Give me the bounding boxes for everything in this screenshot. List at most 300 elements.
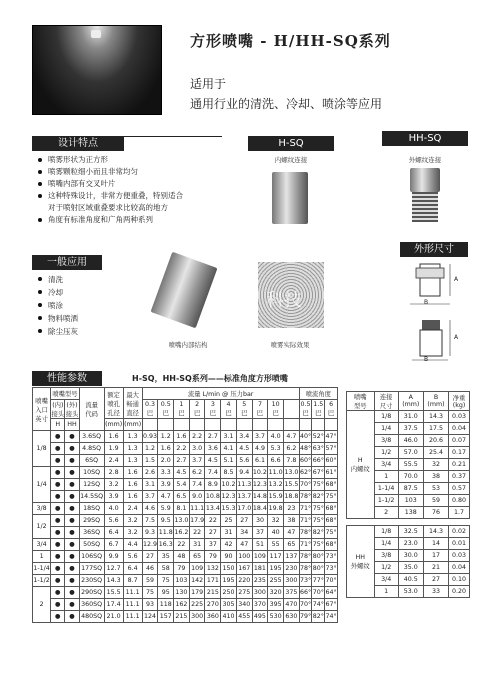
angle-value: 74° — [312, 599, 325, 611]
dim-cell: 35.0 — [398, 562, 423, 574]
pass-dia: 3.2 — [123, 515, 142, 527]
flow-value: 3.9 — [158, 479, 174, 491]
dim-cell: 20.6 — [423, 435, 448, 447]
flow-value: 167 — [236, 563, 252, 575]
flow-value: 13.0 — [174, 515, 190, 527]
dim-cell: 0.80 — [449, 495, 470, 507]
flow-value: 10.2 — [252, 467, 268, 479]
hole-dia: 9.9 — [104, 551, 123, 563]
table-row — [33, 599, 338, 611]
feature-item: 喷嘴内部有交叉叶片 — [36, 178, 236, 190]
h-mark: ● — [51, 455, 65, 467]
flow-value: 12.9 — [142, 539, 158, 551]
pass-dia: 4.4 — [123, 539, 142, 551]
flow-value: 15.5 — [284, 479, 300, 491]
flow-value: 30 — [252, 515, 268, 527]
flow-value: 3.7 — [142, 491, 158, 503]
flow-value: 3.0 — [189, 443, 205, 455]
dim-cell: 87.5 — [398, 483, 423, 495]
hh-mark: ● — [65, 551, 79, 563]
angle-value: 68° — [325, 503, 338, 515]
pressure-header: 2 巴 — [189, 400, 205, 419]
flow-value: 75 — [142, 587, 158, 599]
h-mark: ● — [51, 503, 65, 515]
flow-value: 55 — [268, 539, 284, 551]
pass-dia: 1.3 — [123, 431, 142, 443]
angle-value: 79° — [299, 611, 312, 623]
table-cell — [268, 419, 284, 431]
angle-value: 67° — [325, 599, 338, 611]
col-H: H — [51, 419, 65, 431]
h-mark: ● — [51, 479, 65, 491]
flow-value: 37 — [205, 539, 221, 551]
hh-mark: ● — [65, 443, 79, 455]
col-angle: 喷流角度 — [299, 388, 337, 400]
flow-value: 27 — [205, 527, 221, 539]
table-row — [33, 575, 338, 587]
flow-code: 12SQ — [79, 479, 104, 491]
app-item: 物料喷洒 — [36, 312, 136, 325]
dim-cell: 0.20 — [449, 586, 470, 598]
angle-value: 62° — [299, 467, 312, 479]
flow-value: 11.1 — [189, 503, 205, 515]
angle-value: 70° — [325, 575, 338, 587]
dim-a2: A — [454, 334, 459, 341]
flow-value: 4.7 — [158, 491, 174, 503]
hh-mark: ● — [65, 503, 79, 515]
angle-value: 67° — [312, 467, 325, 479]
angle-value: 74° — [325, 611, 338, 623]
flow-value: 255 — [268, 575, 284, 587]
dim-cell: 0.04 — [449, 423, 470, 435]
dim-cell: 32 — [423, 459, 448, 471]
dim-cell: 0.37 — [449, 471, 470, 483]
flow-value: 3.3 — [158, 467, 174, 479]
flow-value: 150 — [221, 563, 237, 575]
dim-cell: 1-1/4 — [374, 483, 398, 495]
watermark: 科技 — [266, 290, 302, 311]
angle-pressure-header: 6 巴 — [325, 400, 338, 419]
flow-value: 15.9 — [268, 491, 284, 503]
flow-code: 106SQ — [79, 551, 104, 563]
flow-value: 42 — [221, 539, 237, 551]
pass-dia: 2.4 — [123, 503, 142, 515]
dim-cell: 32.5 — [398, 526, 423, 538]
flow-value: 4.5 — [205, 455, 221, 467]
dim-cell: 57.0 — [398, 447, 423, 459]
table-row — [33, 491, 338, 503]
flow-value: 65 — [284, 539, 300, 551]
flow-value: 215 — [205, 587, 221, 599]
hole-dia: 3.9 — [104, 491, 123, 503]
flow-value: 109 — [252, 551, 268, 563]
flow-value: 11.8 — [158, 527, 174, 539]
features-heading: 设计特点 — [32, 136, 124, 151]
table-cell — [299, 419, 312, 431]
flow-code: 18SQ — [79, 503, 104, 515]
dim-cell: 17 — [423, 550, 448, 562]
flow-value: 3.6 — [205, 443, 221, 455]
angle-value: 40° — [299, 431, 312, 443]
dim-cell: 14.3 — [423, 411, 448, 423]
flow-code: 50SQ — [79, 539, 104, 551]
flow-value: 455 — [236, 611, 252, 623]
col-pass: 最大 畅通 直径 — [123, 388, 142, 419]
table-row — [33, 443, 338, 455]
performance-table — [32, 387, 338, 623]
perf-heading: 性能参数 — [32, 371, 102, 386]
flow-code: 6SQ — [79, 455, 104, 467]
table-cell — [174, 419, 190, 431]
flow-value: 27 — [236, 515, 252, 527]
flow-value: 630 — [284, 611, 300, 623]
angle-value: 75° — [325, 491, 338, 503]
spray-photo — [32, 25, 162, 115]
flow-value: 6.6 — [268, 455, 284, 467]
dim-cell: 30.0 — [398, 550, 423, 562]
flow-value: 8.1 — [174, 503, 190, 515]
flow-value: 300 — [284, 575, 300, 587]
flow-value: 12.3 — [252, 479, 268, 491]
dim-cell: 23.0 — [398, 538, 423, 550]
flow-value: 4.0 — [268, 431, 284, 443]
flow-value: 13.4 — [205, 503, 221, 515]
flow-value: 3.7 — [252, 431, 268, 443]
table-cell — [221, 419, 237, 431]
flow-value: 9.4 — [236, 467, 252, 479]
app-item: 除尘压灰 — [36, 325, 136, 338]
flow-value: 11.3 — [236, 479, 252, 491]
pass-dia: 8.7 — [123, 575, 142, 587]
flow-code: 29SQ — [79, 515, 104, 527]
dim-cell: 33 — [423, 586, 448, 598]
h-mark: ● — [51, 467, 65, 479]
flow-code: 230SQ — [79, 575, 104, 587]
flow-value: 13.7 — [236, 491, 252, 503]
table-cell — [325, 419, 338, 431]
flow-value: 4.5 — [236, 443, 252, 455]
h-mark: ● — [51, 491, 65, 503]
angle-value: 75° — [312, 539, 325, 551]
hole-dia: 5.6 — [104, 515, 123, 527]
flow-value: 275 — [236, 587, 252, 599]
flow-value: 22 — [189, 527, 205, 539]
inlet-size: 1 — [33, 551, 51, 563]
dim-cell: 46.0 — [398, 435, 423, 447]
dim-header: 喷嘴 型号 — [347, 392, 375, 411]
hh-mark: ● — [65, 467, 79, 479]
dim-row — [347, 526, 470, 538]
pass-dia: 3.2 — [123, 527, 142, 539]
hh-mark: ● — [65, 599, 79, 611]
flow-value: 7.5 — [142, 515, 158, 527]
flow-value: 22 — [205, 515, 221, 527]
flow-value: 4.9 — [252, 443, 268, 455]
flow-value: 250 — [221, 587, 237, 599]
hh-mark: ● — [65, 479, 79, 491]
col-inlet: 喷嘴 入口 英寸 — [33, 388, 51, 431]
dims-heading: 外形尺寸 — [400, 242, 468, 257]
dim-cell: 40.5 — [398, 574, 423, 586]
pass-dia: 11.1 — [123, 587, 142, 599]
table-row — [33, 527, 338, 539]
table-header-row — [33, 419, 338, 431]
flow-value: 51 — [252, 539, 268, 551]
hhsq-caption: 外螺纹连接 — [408, 156, 442, 164]
flow-value: 47 — [284, 527, 300, 539]
angle-value: 73° — [299, 575, 312, 587]
unit: (mm) — [104, 419, 123, 431]
flow-value: 40 — [268, 527, 284, 539]
dim-cell: 0.21 — [449, 459, 470, 471]
angle-value: 82° — [312, 491, 325, 503]
angle-value: 52° — [312, 431, 325, 443]
angle-value: 78° — [299, 551, 312, 563]
h-mark: ● — [51, 527, 65, 539]
app-item: 清洗 — [36, 273, 136, 286]
dim-spacer — [347, 519, 470, 526]
hole-dia: 6.4 — [104, 527, 123, 539]
flow-value: 31 — [221, 527, 237, 539]
table-cell — [312, 419, 325, 431]
flow-code: 4.8SQ — [79, 443, 104, 455]
flow-value: 157 — [158, 611, 174, 623]
dim-cell: 3/4 — [374, 459, 398, 471]
hole-dia: 2.4 — [104, 455, 123, 467]
feature-item: 喷雾颗粒细小而且非常均匀 — [36, 166, 236, 178]
table-row — [33, 503, 338, 515]
angle-value: 70° — [299, 599, 312, 611]
flow-value: 3.1 — [142, 479, 158, 491]
pressure-header: 5 巴 — [236, 400, 252, 419]
angle-value: 73° — [325, 551, 338, 563]
angle-value: 68° — [325, 515, 338, 527]
dim-cell: 1/8 — [374, 411, 398, 423]
flow-value: 65 — [189, 551, 205, 563]
flow-value: 124 — [142, 611, 158, 623]
flow-value: 7.8 — [284, 455, 300, 467]
flow-value: 4.5 — [174, 467, 190, 479]
flow-value: 38 — [284, 515, 300, 527]
hole-dia: 3.2 — [104, 479, 123, 491]
dim-row — [347, 411, 470, 423]
flow-value: 6.2 — [284, 443, 300, 455]
dim-header: B (mm) — [423, 392, 448, 411]
hh-mark: ● — [65, 587, 79, 599]
dim-cell: 1/4 — [374, 538, 398, 550]
table-cell — [158, 419, 174, 431]
hh-mark: ● — [65, 563, 79, 575]
col-external: (外) 接头 — [65, 400, 79, 419]
hole-dia: 15.5 — [104, 587, 123, 599]
flow-value: 5.6 — [236, 455, 252, 467]
table-row — [33, 551, 338, 563]
flow-value: 17.0 — [236, 503, 252, 515]
dim-cell: 0.10 — [449, 574, 470, 586]
flow-value: 142 — [189, 575, 205, 587]
angle-value: 60° — [325, 455, 338, 467]
angle-value: 48° — [299, 443, 312, 455]
hh-mark: ● — [65, 455, 79, 467]
feature-item: 角度有标准角度和广角两种系列 — [36, 214, 236, 226]
flow-value: 340 — [236, 599, 252, 611]
dim-cell: 27 — [423, 574, 448, 586]
angle-value: 80° — [312, 551, 325, 563]
flow-value: 15.3 — [221, 503, 237, 515]
dim-cell: 1.7 — [449, 507, 470, 519]
h-mark: ● — [51, 611, 65, 623]
flow-value: 375 — [284, 587, 300, 599]
flow-value: 12.3 — [221, 491, 237, 503]
table-header-row — [33, 388, 338, 400]
hh-mark: ● — [65, 491, 79, 503]
pass-dia: 1.6 — [123, 479, 142, 491]
pass-dia: 6.4 — [123, 563, 142, 575]
angle-value: 80° — [312, 563, 325, 575]
dim-header: 连接 尺寸 — [374, 392, 398, 411]
h-mark: ● — [51, 551, 65, 563]
angle-value: 78° — [299, 563, 312, 575]
pass-dia: 11.1 — [123, 599, 142, 611]
angle-value: 61° — [325, 467, 338, 479]
dim-cell: 0.03 — [449, 411, 470, 423]
table-row — [33, 431, 338, 443]
flow-value: 300 — [189, 611, 205, 623]
flow-value: 75 — [158, 575, 174, 587]
flow-code: 360SQ — [79, 599, 104, 611]
hhsq-thread — [412, 192, 438, 222]
unit: (mm) — [123, 419, 142, 431]
flow-value: 14.8 — [252, 491, 268, 503]
hole-dia: 4.0 — [104, 503, 123, 515]
flow-value: 305 — [221, 599, 237, 611]
col-flow: 流量 L/min @ 压力bar — [142, 388, 299, 400]
flow-value: 27 — [142, 551, 158, 563]
flow-value: 2.6 — [142, 467, 158, 479]
hsq-caption: 内螺纹连接 — [274, 156, 308, 164]
flow-value: 8.9 — [205, 479, 221, 491]
dim-cell: 1/2 — [374, 447, 398, 459]
flow-value: 103 — [174, 575, 190, 587]
flow-value: 9.3 — [142, 527, 158, 539]
flow-code: 36SQ — [79, 527, 104, 539]
flow-value: 6.2 — [189, 467, 205, 479]
flow-value: 7.4 — [189, 479, 205, 491]
dim-cell: 0.04 — [449, 562, 470, 574]
angle-value: 75° — [325, 527, 338, 539]
flow-value: 6.5 — [174, 491, 190, 503]
flow-value: 93 — [142, 599, 158, 611]
angle-value: 71° — [299, 539, 312, 551]
flow-value: 17.9 — [189, 515, 205, 527]
hsq-nozzle-image — [272, 172, 308, 224]
dim-cell: 1 — [374, 586, 398, 598]
flow-value: 195 — [268, 563, 284, 575]
app-item: 喷涂 — [36, 299, 136, 312]
angle-value: 73° — [325, 563, 338, 575]
flow-value: 230 — [284, 563, 300, 575]
h-mark: ● — [51, 575, 65, 587]
flow-value: 225 — [189, 599, 205, 611]
flow-value: 320 — [268, 587, 284, 599]
features-rule — [32, 136, 222, 138]
flow-value: 22 — [174, 539, 190, 551]
flow-value: 5.9 — [158, 503, 174, 515]
dim-header-row — [347, 392, 470, 411]
dim-cell: 3/8 — [374, 550, 398, 562]
dim-cell: 0.07 — [449, 435, 470, 447]
h-mark: ● — [51, 587, 65, 599]
flow-value: 137 — [284, 551, 300, 563]
hhsq-label: HH-SQ — [382, 131, 468, 146]
flow-value: 0.93 — [142, 431, 158, 443]
flow-value: 370 — [252, 599, 268, 611]
flow-value: 220 — [236, 575, 252, 587]
flow-code: 3.6SQ — [79, 431, 104, 443]
feature-item: 对于喷射区域重叠要求比较高的地方 — [48, 203, 168, 212]
dimension-drawings — [400, 258, 468, 364]
angle-value: 60° — [299, 455, 312, 467]
flow-value: 34 — [236, 527, 252, 539]
dim-cell: 2 — [374, 507, 398, 519]
dim-b2: B — [424, 356, 429, 363]
angle-value: 78° — [299, 491, 312, 503]
flow-value: 5.3 — [268, 443, 284, 455]
flow-value: 10.8 — [205, 491, 221, 503]
flow-value: 162 — [174, 599, 190, 611]
pass-dia: 1.6 — [123, 467, 142, 479]
applicable-label: 适用于 — [190, 77, 227, 91]
flow-value: 10.2 — [221, 479, 237, 491]
table-row — [33, 539, 338, 551]
flow-value: 410 — [221, 611, 237, 623]
flow-value: 46 — [142, 563, 158, 575]
hh-mark: ● — [65, 575, 79, 587]
hole-dia: 6.7 — [104, 539, 123, 551]
pass-dia: 11.1 — [123, 611, 142, 623]
col-code: 流量 代码 — [79, 388, 104, 431]
dim-header: 净重 (kg) — [449, 392, 470, 411]
angle-value: 75° — [312, 515, 325, 527]
inlet-size: 1-1/2 — [33, 575, 51, 587]
flow-value: 2.7 — [174, 455, 190, 467]
dim-cell: 70.0 — [398, 471, 423, 483]
pressure-header: 0.5 巴 — [158, 400, 174, 419]
flow-value: 37 — [252, 527, 268, 539]
flow-value: 5.4 — [174, 479, 190, 491]
angle-value: 64° — [325, 587, 338, 599]
flow-code: 290SQ — [79, 587, 104, 599]
flow-value: 495 — [252, 611, 268, 623]
applications-text: 通用行业的清洗、冷却、喷涂等应用 — [190, 97, 383, 111]
dim-cell: 59 — [423, 495, 448, 507]
dim-spacer-cell — [347, 519, 470, 526]
angle-value: 68° — [325, 539, 338, 551]
flow-value: 1.5 — [142, 455, 158, 467]
features-list — [36, 154, 236, 226]
pass-dia: 1.6 — [123, 491, 142, 503]
flow-value: 3.4 — [236, 431, 252, 443]
inlet-size: 3/8 — [33, 503, 51, 515]
flow-value: 195 — [221, 575, 237, 587]
inlet-size: 3/4 — [33, 539, 51, 551]
pressure-header: 3 巴 — [205, 400, 221, 419]
flow-value: 9.0 — [189, 491, 205, 503]
hole-dia: 2.8 — [104, 467, 123, 479]
dim-cell: 138 — [398, 507, 423, 519]
angle-value: 78° — [299, 527, 312, 539]
dim-b1: B — [424, 299, 429, 306]
